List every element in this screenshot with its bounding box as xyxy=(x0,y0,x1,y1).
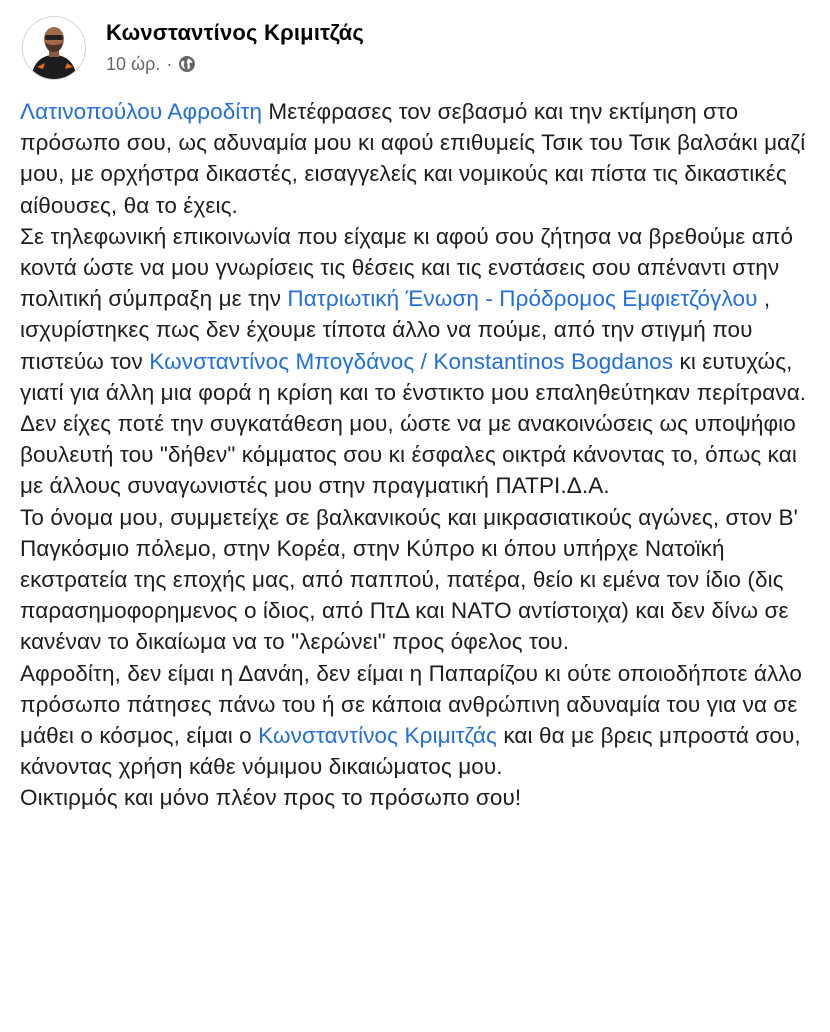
post-header xyxy=(22,16,364,90)
author-name[interactable]: Κωνσταντίνος Κριμιτζάς xyxy=(106,20,365,45)
post-text: , ισχυρίστηκες πως δεν έχουμε τίποτα άλλο να πούμε, από την στιγμή που πιστεύω τον xyxy=(20,286,771,374)
mention-link[interactable]: Κωνσταντίνος Κριμιτζάς xyxy=(258,723,497,749)
post-text: κι ευτυχώς, γιατί για άλλη μια φορά η κρίση και το ένστικτο μου επαληθεύτηκαν περίτρανα. xyxy=(20,348,807,405)
post-text: Σε τηλεφωνική επικοινωνία που είχαμε κι αφού σου ζήτησα να βρεθούμε από κοντά ώστε να μου γνωρίσεις τις θέσεις και τις ενστάσεις σου απέναντι στην πολιτική σύμπραξη με την xyxy=(20,223,794,312)
avatar[interactable] xyxy=(22,16,86,80)
post-text: και θα με βρεις μπροστά σου, κάνοντας χρήση κάθε νόμιμου δικαιώματος μου. xyxy=(20,723,801,780)
header-text xyxy=(106,18,364,74)
profile-photo xyxy=(23,17,85,79)
mention-link[interactable]: Πατριωτική Ένωση - Πρόδρομος Εμφιετζόγλου xyxy=(287,286,758,312)
post-timestamp[interactable]: 10 ώρ. xyxy=(106,54,161,74)
post-paragraph xyxy=(20,502,816,658)
post-paragraph xyxy=(20,96,816,221)
post-text: Μετέφρασες τον σεβασμό και την εκτίμηση στο πρόσωπο σου, ως αδυναμία μου κι αφού επιθυμείς Τσικ του Τσικ βαλσάκι μαζί μου, με ορχήστρα δικαστές, εισαγγελείς και νομικούς και πίστα τις δικαστικές αίθουσες, θα το έχεις. xyxy=(20,99,806,218)
post-text: Δεν είχες ποτέ την συγκατάθεση μου, ώστε να με ανακοινώσεις ως υποψήφιο βουλευτή του "δήθεν" κόμματος σου κι έσφαλες οικτρά κάνοντας το, όπως και με άλλους συναγωνιστές μου στην πραγματική ΠΑΤΡΙ.Δ.Α. xyxy=(20,411,797,499)
post-body xyxy=(20,96,816,814)
post-paragraph xyxy=(20,658,816,783)
mention-link[interactable]: Λατινοπούλου Αφροδίτη xyxy=(20,99,263,124)
post-meta xyxy=(106,54,364,74)
post-text: Οικτιρμός και μόνο πλέον προς το πρόσωπο σου! xyxy=(20,785,522,811)
post-paragraph xyxy=(20,408,816,502)
post-text: Το όνομα μου, συμμετείχε σε βαλκανικούς και μικρασιατικούς αγώνες, στον Β' Παγκόσμιο πόλεμο, στην Κορέα, στην Κύπρο κι όπου υπήρχε Νατοϊκή εκστρατεία της εποχής μας, από παππού, πατέρα, θείο κι εμένα τον ίδιο (δις παρασημοφορημενος ο ίδιος, από ΠτΔ και ΝΑΤΟ αντίστοιχα) και δεν δίνω σε κανέναν το δικαίωμα να το "λερώνει" προς όφελος του. xyxy=(20,504,799,655)
post-paragraph xyxy=(20,782,816,813)
globe-icon[interactable] xyxy=(178,55,196,73)
mention-link[interactable]: Κωνσταντίνος Μπογδάνος / Konstantinos Bogdanos xyxy=(149,348,674,374)
post-paragraph xyxy=(20,221,816,408)
post-text: Αφροδίτη, δεν είμαι η Δανάη, δεν είμαι η Παπαρίζου κι ούτε οποιοδήποτε άλλο πρόσωπο πάτησες πάνω του ή σε κάποια ανθρώπινη αδυναμία του για να σε μάθει ο κόσμος, είμαι ο xyxy=(20,660,803,749)
meta-separator: · xyxy=(166,54,173,74)
